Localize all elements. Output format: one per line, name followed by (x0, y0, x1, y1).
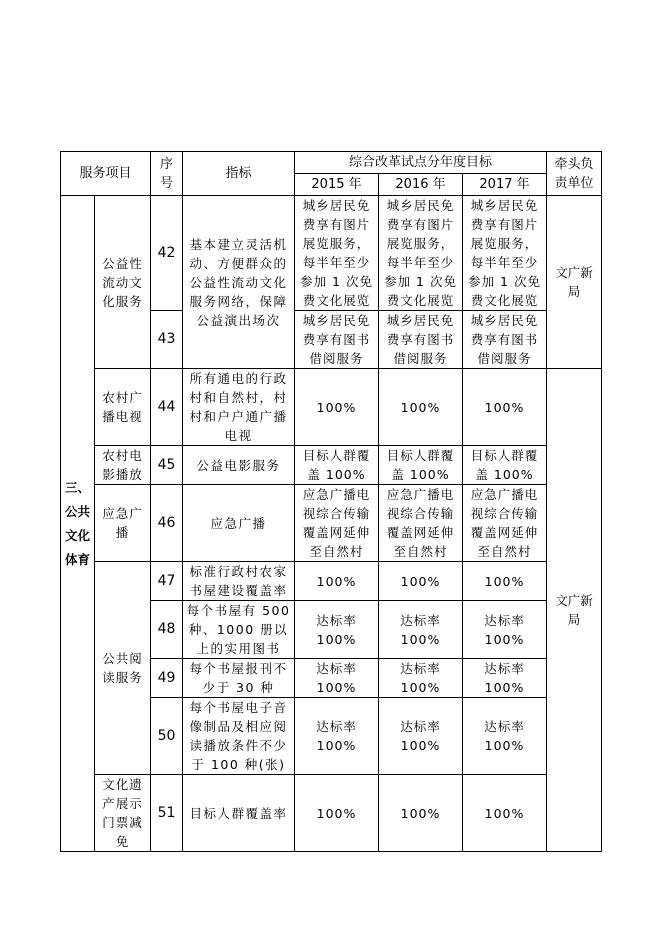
target-2016: 100% (379, 775, 463, 852)
seq-cell: 45 (151, 446, 183, 485)
target-2017: 目标人群覆盖 100% (463, 446, 547, 485)
target-2015: 达标率 100% (295, 601, 379, 659)
seq-cell: 46 (151, 485, 183, 562)
target-2017: 100% (463, 369, 547, 446)
subcategory-cell: 公益性流动文化服务 (95, 196, 151, 369)
target-2015: 达标率 100% (295, 698, 379, 775)
table-row (61, 775, 602, 852)
indicator-cell: 应急广播 (183, 485, 295, 562)
seq-cell: 43 (151, 311, 183, 369)
seq-cell: 44 (151, 369, 183, 446)
target-2015: 达标率 100% (295, 659, 379, 698)
subcategory-cell: 公共阅读服务 (95, 562, 151, 775)
seq-cell: 42 (151, 196, 183, 311)
subcategory-cell: 农村电影播放 (95, 446, 151, 485)
target-2016: 目标人群覆盖 100% (379, 446, 463, 485)
header-seq: 序号 (151, 152, 183, 196)
indicator-cell: 公益电影服务 (183, 446, 295, 485)
target-2016: 达标率 100% (379, 601, 463, 659)
subcategory-cell: 应急广播 (95, 485, 151, 562)
target-2017: 达标率 100% (463, 698, 547, 775)
target-2016: 达标率 100% (379, 698, 463, 775)
target-2015: 100% (295, 775, 379, 852)
header-lead-unit: 牵头负责单位 (547, 152, 602, 196)
target-2017: 应急广播电视综合传输覆盖网延伸至自然村 (463, 485, 547, 562)
target-2017: 达标率 100% (463, 659, 547, 698)
target-2016: 应急广播电视综合传输覆盖网延伸至自然村 (379, 485, 463, 562)
seq-cell: 48 (151, 601, 183, 659)
target-2016: 100% (379, 562, 463, 601)
header-year-2015: 2015 年 (295, 174, 379, 196)
target-2016: 城乡居民免费享有图片展览服务，每半年至少参加 1 次免费文化展览 (379, 196, 463, 311)
indicator-cell: 每个书屋有 500 种、1000 册以上的实用图书 (183, 601, 295, 659)
subcategory-cell: 文化遗产展示门票减免 (95, 775, 151, 852)
table-row (61, 562, 602, 601)
indicator-cell: 所有通电的行政村和自然村，村村和户户通广播电视 (183, 369, 295, 446)
target-2016: 城乡居民免费享有图书借阅服务 (379, 311, 463, 369)
seq-cell: 49 (151, 659, 183, 698)
target-2017: 100% (463, 775, 547, 852)
header-annual-targets: 综合改革试点分年度目标 (295, 152, 547, 174)
target-2017: 城乡居民免费享有图片展览服务，每半年至少参加 1 次免费文化展览 (463, 196, 547, 311)
header-indicator: 指标 (183, 152, 295, 196)
target-2015: 100% (295, 562, 379, 601)
indicator-cell: 标准行政村农家书屋建设覆盖率 (183, 562, 295, 601)
target-2015: 目标人群覆盖 100% (295, 446, 379, 485)
table-row (61, 446, 602, 485)
target-2015: 城乡居民免费享有图书借阅服务 (295, 311, 379, 369)
seq-cell: 47 (151, 562, 183, 601)
target-2017: 达标率 100% (463, 601, 547, 659)
header-year-2017: 2017 年 (463, 174, 547, 196)
table-row (61, 485, 602, 562)
target-2015: 应急广播电视综合传输覆盖网延伸至自然村 (295, 485, 379, 562)
target-2015: 100% (295, 369, 379, 446)
target-2017: 城乡居民免费享有图书借阅服务 (463, 311, 547, 369)
table-row (61, 196, 602, 311)
table-row (61, 369, 602, 446)
service-targets-table (60, 151, 602, 852)
target-2016: 达标率 100% (379, 659, 463, 698)
target-2015: 城乡居民免费享有图片展览服务，每半年至少参加 1 次免费文化展览 (295, 196, 379, 311)
subcategory-cell: 农村广播电视 (95, 369, 151, 446)
target-2017: 100% (463, 562, 547, 601)
indicator-cell: 目标人群覆盖率 (183, 775, 295, 852)
header-service-item: 服务项目 (61, 152, 151, 196)
seq-cell: 50 (151, 698, 183, 775)
indicator-cell: 每个书屋报刊不少于 30 种 (183, 659, 295, 698)
seq-cell: 51 (151, 775, 183, 852)
lead-unit-cell: 文广新局 (547, 196, 602, 369)
header-year-2016: 2016 年 (379, 174, 463, 196)
target-2016: 100% (379, 369, 463, 446)
category-cell: 三、公共文化体育 (61, 196, 95, 852)
indicator-cell: 基本建立灵活机动、方便群众的公益性流动文化服务网络，保障公益演出场次 (183, 196, 295, 369)
lead-unit-cell: 文广新局 (547, 369, 602, 852)
indicator-cell: 每个书屋电子音像制品及相应阅读播放条件不少于 100 种(张) (183, 698, 295, 775)
